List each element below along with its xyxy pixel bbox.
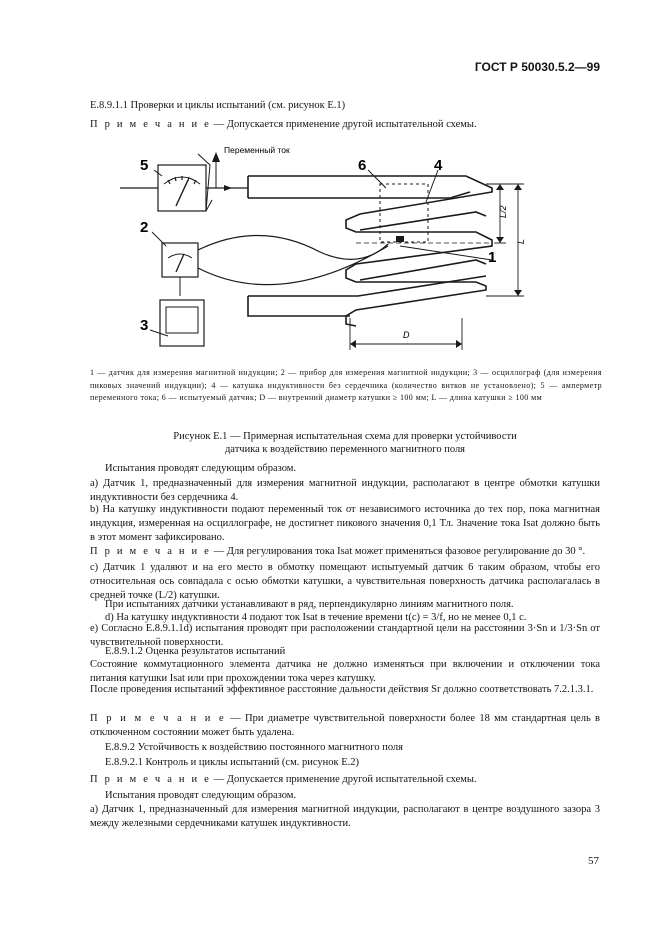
- test-circuit-figure: [120, 140, 540, 355]
- current-label: Переменный ток: [224, 145, 290, 155]
- section-heading: Е.8.9.1.1 Проверки и циклы испытаний (см. рисунок Е.1): [90, 100, 346, 111]
- label-1: 1: [488, 249, 497, 266]
- note-text: — Для регулирования тока Isat может применяться фазовое регулирование до 30 °.: [211, 546, 586, 557]
- note-label: П р и м е ч а н и е: [90, 713, 226, 724]
- paragraph: Испытания проводят следующим образом.: [105, 463, 297, 474]
- paragraph: b) На катушку индуктивности подают переменный ток от независимого источника до тех пор, пока магнитная индукция, измеренная на осциллографе, не достигнет пикового значения 0,1 Тл. Значение тока Isat должно быть в этот момент зафиксировано.: [90, 504, 600, 543]
- note: [90, 118, 600, 132]
- note-text: — Допускается применение другой испытательной схемы.: [211, 774, 477, 785]
- instrument-box: [162, 243, 198, 277]
- standard-header: ГОСТ Р 50030.5.2—99: [474, 60, 600, 74]
- dim-length: L: [516, 238, 526, 244]
- note-label: П р и м е ч а н и е: [90, 119, 212, 130]
- paragraph: Состояние коммутационного элемента датчика не должно изменяться при включении и отключении тока питания катушки Isat или при прохождении тока через катушку.: [90, 659, 600, 684]
- figure-legend: 1 — датчик для измерения магнитной индукции; 2 — прибор для измерения магнитной индукции; 3 — осциллограф (для измерения пиковых значений индукции); 4 — катушка индуктивности без сердечника (количество витков не установлено); 5 — амперметр переменного тока; 6 — испытуемый датчик; D — внутренний диаметр катушки ≥ 100 мм; L — длина катушки ≥ 100 мм: [90, 368, 602, 402]
- note-text: — При диаметре чувствительной поверхности более 18 мм стандартная цель в отключенном состоянии может быть удалена.: [90, 713, 600, 738]
- paragraph: а) Датчик 1, предназначенный для измерения магнитной индукции, располагают в центре воздушного зазора 3 между железными сердечниками катушек индуктивности.: [90, 804, 600, 829]
- paragraph: После проведения испытаний эффективное расстояние дальности действия Sr должно соответствовать 7.2.1.3.1.: [90, 684, 594, 695]
- paragraph: а) Датчик 1, предназначенный для измерения магнитной индукции, располагают в центре обмотки катушки индуктивности без сердечника 4.: [90, 478, 600, 503]
- subsection-heading: Е.8.9.1.2 Оценка результатов испытаний: [105, 646, 286, 657]
- label-6: 6: [358, 157, 367, 174]
- section-heading: Е.8.9.2 Устойчивость к воздействию постоянного магнитного поля: [105, 742, 403, 753]
- label-5: 5: [140, 157, 149, 174]
- ammeter-box: [158, 165, 206, 211]
- dim-diameter: D: [403, 330, 410, 340]
- page-number: 57: [588, 855, 599, 867]
- figure-title-line2: датчика к воздействию переменного магнитного поля: [224, 444, 466, 455]
- paragraph: d) На катушку индуктивности 4 подают ток Isat в течение времени t(c) = 3/f, но не менее 0,1 с.: [105, 612, 527, 623]
- dim-half-length: L/2: [498, 205, 508, 218]
- label-2: 2: [140, 219, 149, 236]
- note-label: П р и м е ч а н и е: [90, 546, 212, 557]
- label-4: 4: [434, 157, 443, 174]
- note: [90, 712, 600, 740]
- paragraph: е) Согласно Е.8.9.1.1d) испытания проводят при расположении стандартной цели на расстоянии 3·Sn и 1/3·Sn от чувствительной поверхности.: [90, 623, 600, 648]
- label-3: 3: [140, 317, 149, 334]
- section-heading: Е.8.9.2.1 Контроль и циклы испытаний (см. рисунок Е.2): [105, 757, 360, 768]
- note-text: — Допускается применение другой испытательной схемы.: [211, 119, 477, 130]
- figure-title-line1: Рисунок Е.1 — Примерная испытательная схема для проверки устойчивости: [173, 431, 517, 442]
- paragraph: При испытаниях датчики устанавливают в ряд, перпендикулярно линиям магнитного поля.: [105, 599, 514, 610]
- paragraph: с) Датчик 1 удаляют и на его место в обмотку помещают испытуемый датчик 6 таким образом, чтобы его относительная ось совпадала с осью обмотки катушки, а чувствительная поверхность датчика располагалась в средней точке (L/2) катушки.: [90, 562, 600, 601]
- note: [90, 773, 600, 787]
- note-label: П р и м е ч а н и е: [90, 774, 212, 785]
- note: [90, 545, 600, 559]
- paragraph: Испытания проводят следующим образом.: [105, 790, 297, 801]
